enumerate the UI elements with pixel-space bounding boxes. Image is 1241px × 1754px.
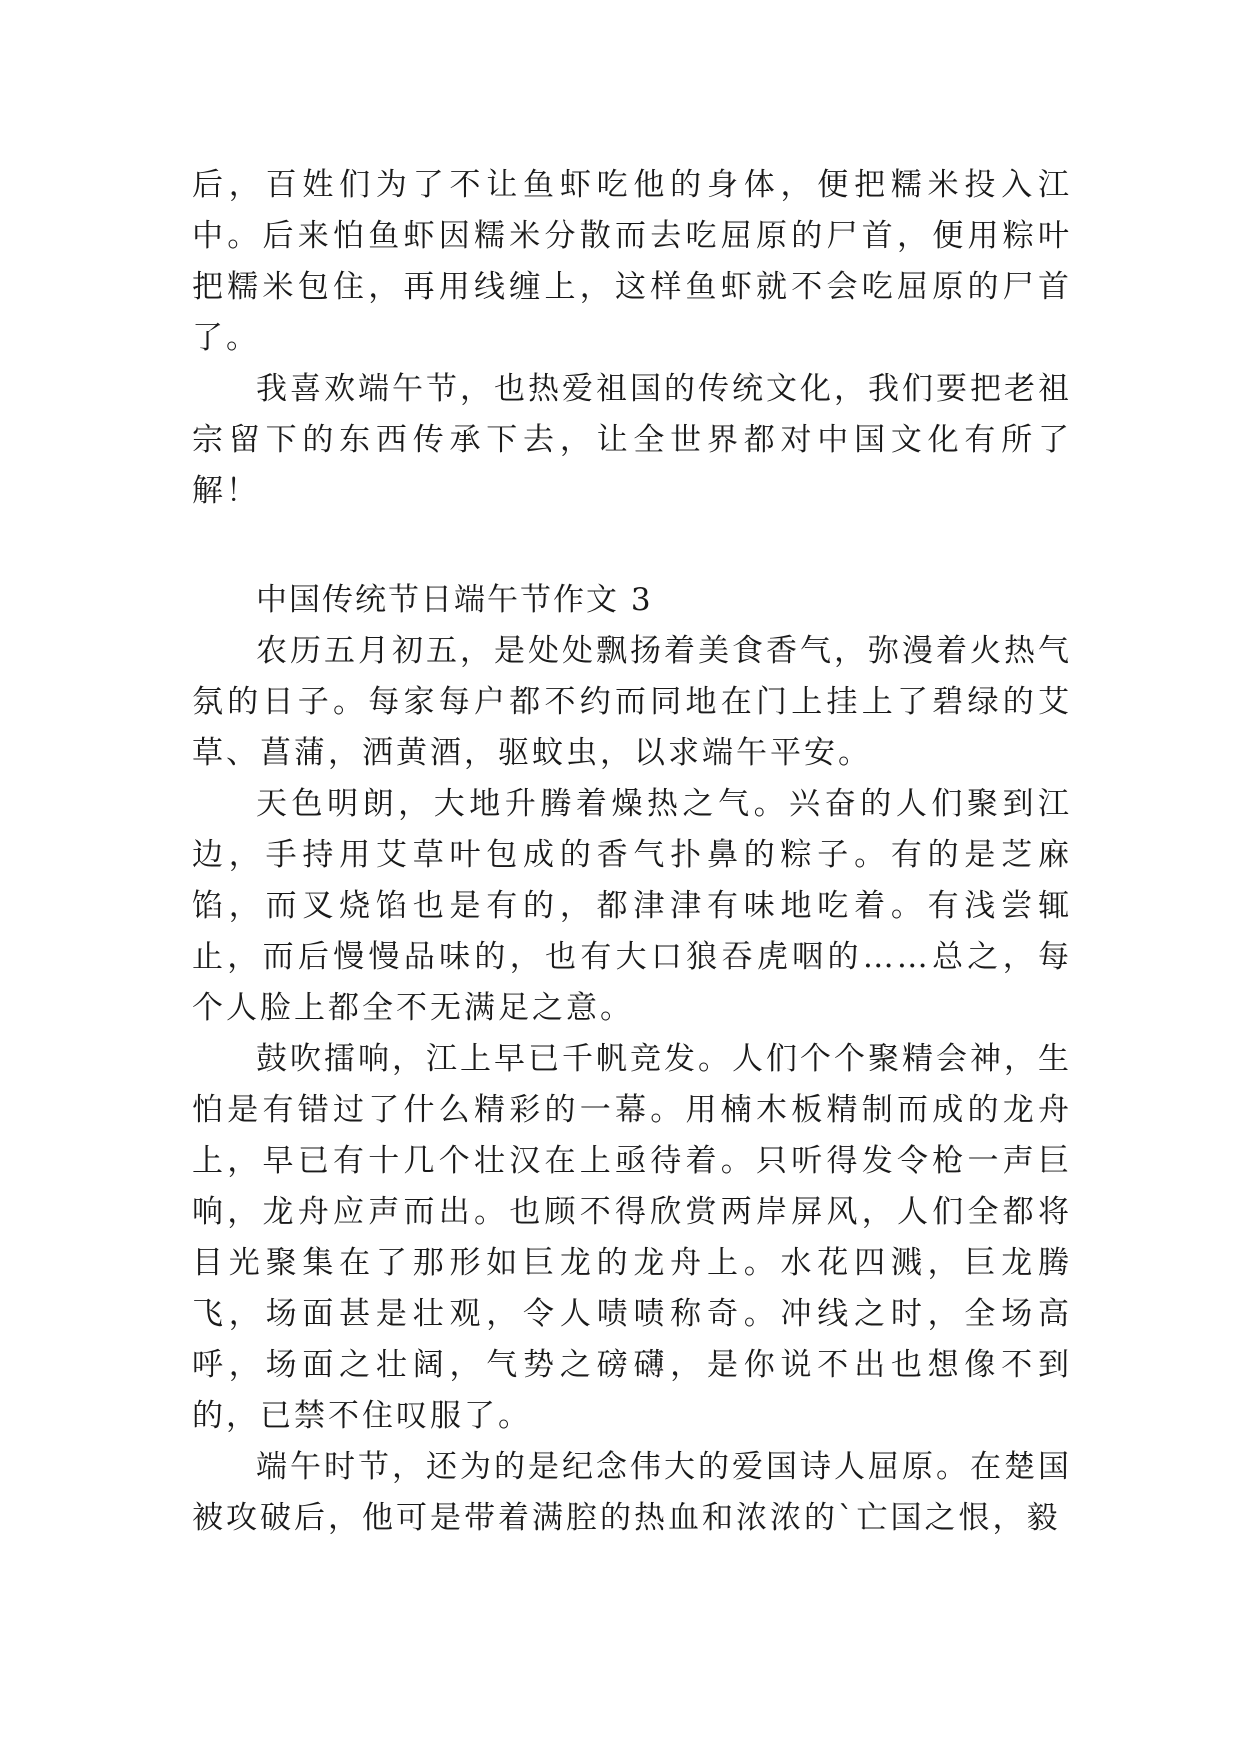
paragraph: 鼓吹擂响，江上早已千帆竞发。人们个个聚精会神，生怕是有错过了什么精彩的一幕。用楠木板精制而成的龙舟上，早已有十几个壮汉在上亟待着。只听得发令枪一声巨响，龙舟应声而出。也顾不得欣赏两岸屏风，人们全都将目光聚集在了那形如巨龙的龙舟上。水花四溅，巨龙腾飞，场面甚是壮观，令人啧啧称奇。冲线之时，全场高呼，场面之壮阔，气势之磅礴，是你说不出也想像不到的，已禁不住叹服了。: [192, 1041, 1072, 1434]
paragraph: 端午时节，还为的是纪念伟大的爱国诗人屈原。在楚国被攻破后，他可是带着满腔的热血和浓浓的`亡国之恨，毅: [192, 1449, 1072, 1536]
document-body: [192, 160, 1072, 1544]
paragraph: 农历五月初五，是处处飘扬着美食香气，弥漫着火热气氛的日子。每家每户都不约而同地在门上挂上了碧绿的艾草、菖蒲，洒黄酒，驱蚊虫，以求端午平安。: [192, 633, 1072, 771]
paragraph-continuation: 后，百姓们为了不让鱼虾吃他的身体，便把糯米投入江中。后来怕鱼虾因糯米分散而去吃屈原的尸首，便用粽叶把糯米包住，再用线缠上，这样鱼虾就不会吃屈原的尸首了。: [192, 167, 1072, 356]
paragraph: 我喜欢端午节，也热爱祖国的传统文化，我们要把老祖宗留下的东西传承下去，让全世界都对中国文化有所了解！: [192, 371, 1072, 509]
section-spacer: [192, 517, 1072, 575]
paragraph: 天色明朗，大地升腾着燥热之气。兴奋的人们聚到江边，手持用艾草叶包成的香气扑鼻的粽子。有的是芝麻馅，而叉烧馅也是有的，都津津有味地吃着。有浅尝辄止，而后慢慢品味的，也有大口狼吞虎咽的……总之，每个人脸上都全不无满足之意。: [192, 786, 1072, 1026]
section-title: 中国传统节日端午节作文 3: [256, 582, 653, 618]
